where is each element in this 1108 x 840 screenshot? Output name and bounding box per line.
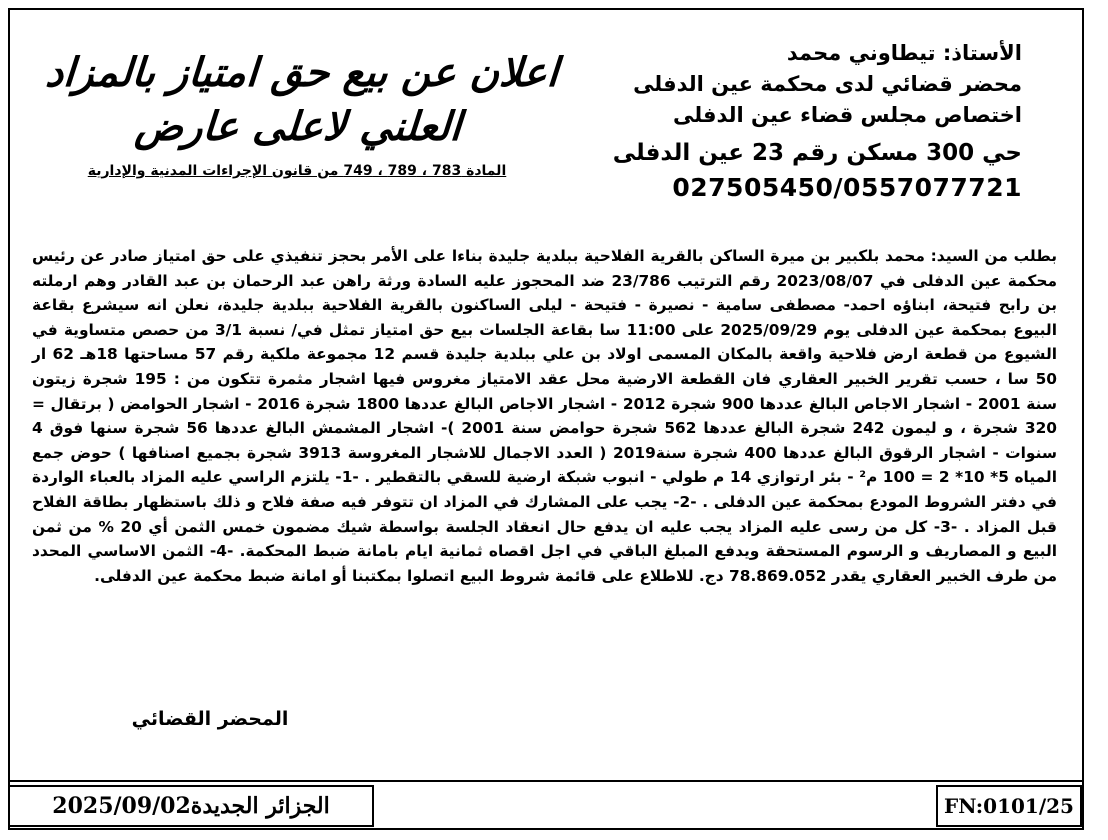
title-line-1: اعلان عن بيع حق امتياز بالمزاد — [43, 49, 560, 96]
legal-articles: المادة 783 ، 789 ، 749 من قانون الإجراءات المدنية والإدارية — [87, 163, 507, 179]
office-address: حي 300 مسكن رقم 23 عين الدفلى — [612, 140, 1022, 166]
bailiff-name: الأستاذ: تيطاوني محمد — [786, 41, 1022, 65]
announcement-body: بطلب من السيد: محمد بلكبير بن ميرة الساكن بالقرية الفلاحية ببلدية جليدة بناءا على الأمر بحجز تنفيذي على حق امتياز صادر عن رئيس محكمة عين الدفلى في 2023/08/07 رقم الترتيب 23/786 ضد المحجوز عليه السادة ورثة راهن عبد الرحمان بن عبد القادر وهم ارملته بن رابح فتيحة، ابناؤه احمد- مصطفى سامية - نصيرة - فتيحة - ليلى الساكنون بالقرية الفلاحية ببلدية جليدة، نعلن انه سيشرع بقاعة البيوع بمحكمة عين الدفلى يوم 2025/09/29 على 11:00 سا بقاعة الجلسات بيع حق امتياز تمثل في/ نسبة 3/1 من حصص متساوية في الشيوع من قطعة ارض فلاحية واقعة بالمكان المسمى اولاد بن علي ببلدية جليدة قسم 12 مجموعة ملكية رقم 57 مساحتها 18هـ 62 ار 50 سا ، حسب تقرير الخبير العقاري فان القطعة الارضية محل عقد الامتياز مغروس فيها اشجار مثمرة تتكون من : 195 شجرة زيتون سنة 2001 - اشجار الاجاص البالغ عددها 900 شجرة 2012 - اشجار الاجاص البالغ عددها 1800 شجرة 2016 - اشجار الحوامض ( برتقال = 320 شجرة ، و ليمون 242 شجرة البالغ عددها 562 شجرة حوامض سنة 2001 )- اشجار المشمش البالغ عددها 56 شجرة سنها فوق 4 سنوات - اشجار الرقوق البالغ عددها 400 شجرة سنة2019 ( العدد الاجمال للاشجار المغروسة 3913 شجرة بجميع اصنافها ) حوض جمع المياه 5* 10* 2 = 100 م² - بئر ارتوازي 14 م طولي - انبوب شبكة ارضية للسقي بالتقطير . -1- يلتزم الراسي عليه المزاد بالعباء الواردة في دفتر الشروط المودع بمحكمة عين الدفلى . -2- يجب على المشارك في المزاد ان تتوفر فيه صفة فلاح و ذلك باستظهار بطاقة الفلاح قبل المزاد . -3- كل من رسى عليه المزاد يجب عليه ان يدفع حال انعقاد الجلسة بواسطة شيك مضمون خمس الثمن أي 20 % من ثمن البيع و المصاريف و الرسوم المستحقة ويدفع المبلغ الباقي في اجل اقصاه ثمانية ايام بامانة ضبط المحكمة. -4- الثمن الاساسي المحدد من طرف الخبير العقاري يقدر 78.869.052 دج. للاطلاع على قائمة شروط البيع اتصلوا بمكتبنا أو امانة ضبط محكمة عين الدفلى. — [32, 247, 1058, 585]
phone-numbers: 027505450/0557077721 — [672, 173, 1022, 202]
announcement-title — [36, 46, 564, 154]
footer-divider — [8, 780, 1084, 782]
file-number: FN:0101/25 — [944, 794, 1074, 818]
bailiff-role: محضر قضائي لدى محكمة عين الدفلى — [633, 72, 1022, 96]
title-line-2: العلني لاعلى عارض — [133, 103, 463, 150]
bailiff-contact-block — [592, 38, 1022, 207]
file-number-box — [936, 785, 1082, 827]
signature: المحضر القضائي — [131, 708, 289, 730]
newspaper-date: الجزائر الجديدة2025/09/02 — [52, 793, 330, 819]
jurisdiction: اختصاص مجلس قضاء عين الدفلى — [672, 103, 1022, 127]
newspaper-date-box — [8, 785, 374, 827]
